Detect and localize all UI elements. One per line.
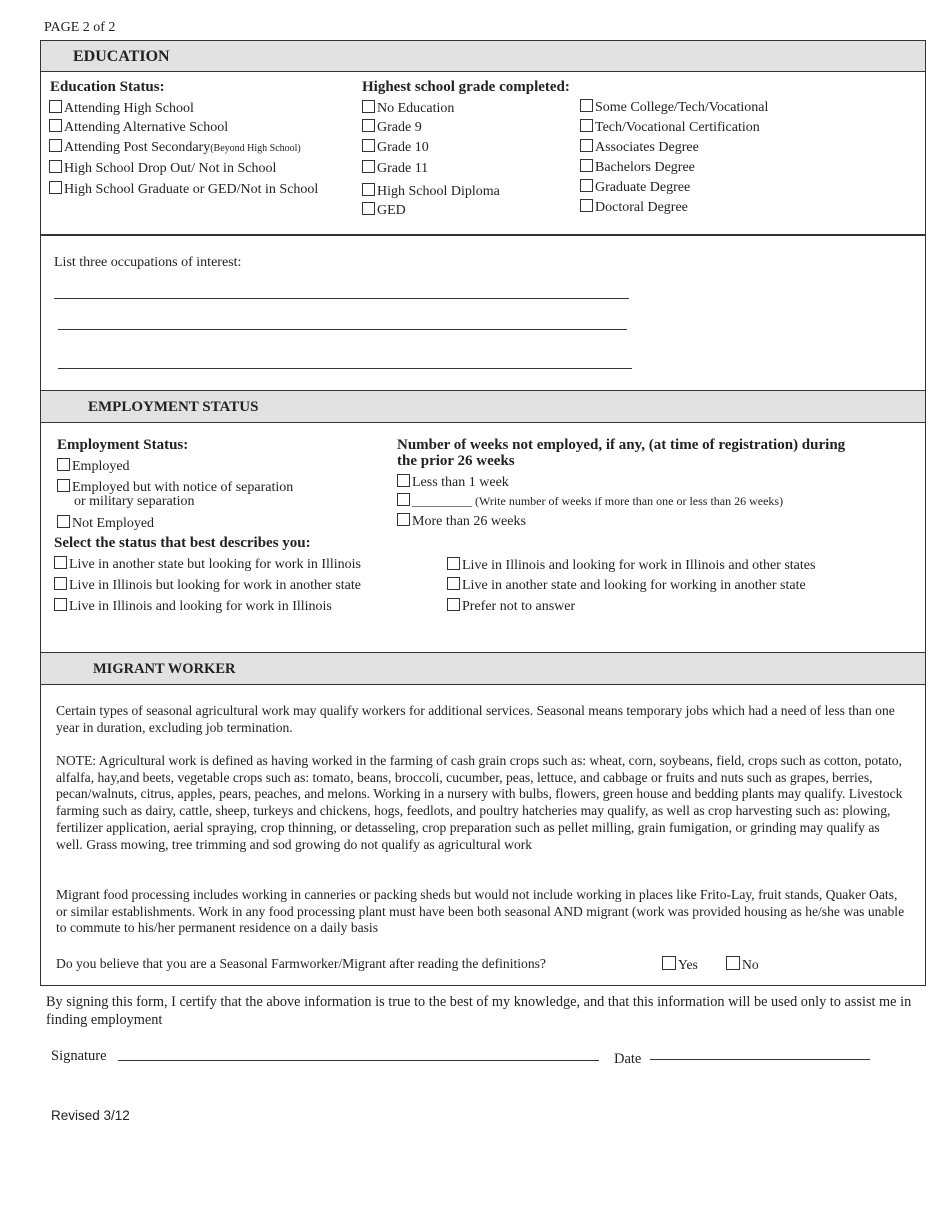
checkbox[interactable]	[397, 513, 410, 526]
occupation-line-1[interactable]	[54, 298, 629, 299]
checkbox[interactable]	[54, 598, 67, 611]
checkbox[interactable]	[447, 598, 460, 611]
grade-option[interactable]: Bachelors Degree	[580, 159, 695, 176]
grade-option[interactable]: Tech/Vocational Certification	[580, 119, 760, 136]
date-line[interactable]	[650, 1059, 870, 1060]
checkbox[interactable]	[580, 199, 593, 212]
checkbox[interactable]	[54, 556, 67, 569]
certification-statement: By signing this form, I certify that the above information is true to the best of my knowledge, and that this information will be used only to assist me in finding employment	[46, 994, 912, 1028]
checkbox[interactable]	[57, 515, 70, 528]
checkbox[interactable]	[54, 577, 67, 590]
grade-option[interactable]: Some College/Tech/Vocational	[580, 99, 768, 116]
signature-line[interactable]	[118, 1060, 599, 1061]
employment-option[interactable]: Employed	[57, 458, 130, 475]
checkbox[interactable]	[397, 474, 410, 487]
checkbox[interactable]	[580, 119, 593, 132]
checkbox[interactable]	[362, 202, 375, 215]
checkbox[interactable]	[580, 99, 593, 112]
checkbox[interactable]	[362, 139, 375, 152]
education-header: EDUCATION	[73, 48, 170, 65]
employment-option[interactable]: Not Employed	[57, 515, 154, 532]
checkbox[interactable]	[57, 458, 70, 471]
checkbox[interactable]	[447, 577, 460, 590]
checkbox[interactable]	[362, 100, 375, 113]
grade-option[interactable]: Associates Degree	[580, 139, 699, 156]
education-status-option[interactable]: Attending Alternative School	[49, 119, 228, 136]
checkbox[interactable]	[447, 557, 460, 570]
checkbox[interactable]	[49, 100, 62, 113]
checkbox[interactable]	[726, 956, 740, 970]
education-status-option[interactable]: Attending High School	[49, 100, 194, 117]
employment-header-band	[40, 390, 926, 423]
residence-option[interactable]: Live in Illinois but looking for work in another state	[54, 577, 361, 594]
weeks-blank[interactable]: __________	[412, 494, 472, 508]
checkbox[interactable]	[397, 493, 410, 506]
grade-option[interactable]: Grade 11	[362, 160, 428, 177]
checkbox[interactable]	[49, 160, 62, 173]
employment-option-continued: or military separation	[74, 494, 195, 509]
grade-option[interactable]: High School Diploma	[362, 183, 500, 200]
residence-option[interactable]: Live in another state but looking for work in Illinois	[54, 556, 361, 573]
migrant-header: MIGRANT WORKER	[93, 661, 236, 677]
post-secondary-note: (Beyond High School)	[210, 143, 301, 154]
education-status-option[interactable]: Attending Post Secondary(Beyond High School)	[49, 139, 301, 156]
checkbox[interactable]	[580, 139, 593, 152]
employment-option[interactable]: Employed but with notice of separation	[57, 479, 293, 496]
migrant-paragraph-seasonal: Certain types of seasonal agricultural work may qualify workers for additional services. Seasonal means temporary jobs which had a need of less than one year in duration, excluding job termination.	[56, 703, 895, 735]
select-status-title: Select the status that best describes you:	[54, 535, 311, 551]
weeks-write-option[interactable]: __________ (Write number of weeks if more than one or less than 26 weeks)	[397, 493, 783, 509]
checkbox[interactable]	[362, 119, 375, 132]
occupation-line-2[interactable]	[58, 329, 627, 330]
residence-option[interactable]: Live in another state and looking for working in another state	[447, 577, 806, 594]
grade-option[interactable]: Graduate Degree	[580, 179, 690, 196]
checkbox[interactable]	[580, 179, 593, 192]
migrant-question: Do you believe that you are a Seasonal Farmworker/Migrant after reading the definitions?	[56, 956, 546, 971]
grade-option[interactable]: GED	[362, 202, 406, 219]
checkbox[interactable]	[49, 181, 62, 194]
page-label: PAGE 2 of 2	[44, 20, 116, 35]
occupation-line-3[interactable]	[58, 368, 632, 369]
weeks-option[interactable]: Less than 1 week	[397, 474, 509, 491]
occupations-label: List three occupations of interest:	[54, 255, 242, 270]
education-header-band	[40, 40, 926, 72]
migrant-header-band	[40, 652, 926, 685]
grade-option[interactable]: Grade 10	[362, 139, 429, 156]
migrant-paragraph-note: NOTE: Agricultural work is defined as having worked in the farming of cash grain crops such as: wheat, corn, soybeans, field, crops such as cotton, potato, alfalfa, hay,and beets, vegetable crops such as: tomato, beans, broccoli, cucumber, peas, lettuce, and cabbage or fruits and nuts such as grapes, berries, pecan/walnuts, citrus, apples, pears, peaches, and melons. Working in a nursery with bulbs, flowers, green house and bedding plants may qualify. Livestock farming such as dairy, cattle, sheep, turkeys and chickens, hogs, feedlots, and poultry hatcheries may qualify, as well as crop harvesting such as: plowing, fertilizer application, aerial spraying, crop thinning, or detasseling, crop preparation such as pellet milling, grain fumigation, or grinding may qualify as well. Grass mowing, tree trimming and sod growing do not qualify as agricultural work	[56, 753, 903, 852]
date-label: Date	[614, 1051, 642, 1067]
checkbox[interactable]	[662, 956, 676, 970]
grade-option[interactable]: Grade 9	[362, 119, 422, 136]
weeks-option[interactable]: More than 26 weeks	[397, 513, 526, 530]
checkbox[interactable]	[57, 479, 70, 492]
checkbox[interactable]	[49, 139, 62, 152]
employment-header: EMPLOYMENT STATUS	[88, 399, 259, 415]
checkbox[interactable]	[362, 183, 375, 196]
migrant-no-option[interactable]: No	[726, 956, 759, 973]
revised-label: Revised 3/12	[51, 1108, 130, 1123]
migrant-paragraph-processing: Migrant food processing includes working in canneries or packing sheds but would not include working in places like Frito-Lay, fruit stands, Quaker Oats, or similar establishments. Work in any food processing plant must have been both seasonal AND migrant (work was provided housing as he/she was unable to commute to his/her permanent residence on a daily basis	[56, 887, 905, 936]
education-status-option[interactable]: High School Drop Out/ Not in School	[49, 160, 276, 177]
weeks-title: Number of weeks not employed, if any, (at time of registration) during the prior 26 weeks	[397, 437, 846, 469]
migrant-yes-option[interactable]: Yes	[662, 956, 698, 973]
grade-title: Highest school grade completed:	[362, 79, 570, 95]
education-status-title: Education Status:	[50, 79, 165, 95]
signature-label: Signature	[51, 1048, 107, 1064]
residence-option[interactable]: Prefer not to answer	[447, 598, 575, 615]
grade-option[interactable]: Doctoral Degree	[580, 199, 688, 216]
residence-option[interactable]: Live in Illinois and looking for work in Illinois and other states	[447, 557, 815, 574]
education-status-option[interactable]: High School Graduate or GED/Not in School	[49, 181, 318, 198]
checkbox[interactable]	[580, 159, 593, 172]
residence-option[interactable]: Live in Illinois and looking for work in Illinois	[54, 598, 332, 615]
checkbox[interactable]	[49, 119, 62, 132]
grade-option[interactable]: No Education	[362, 100, 454, 117]
checkbox[interactable]	[362, 160, 375, 173]
employment-status-title: Employment Status:	[57, 437, 189, 453]
